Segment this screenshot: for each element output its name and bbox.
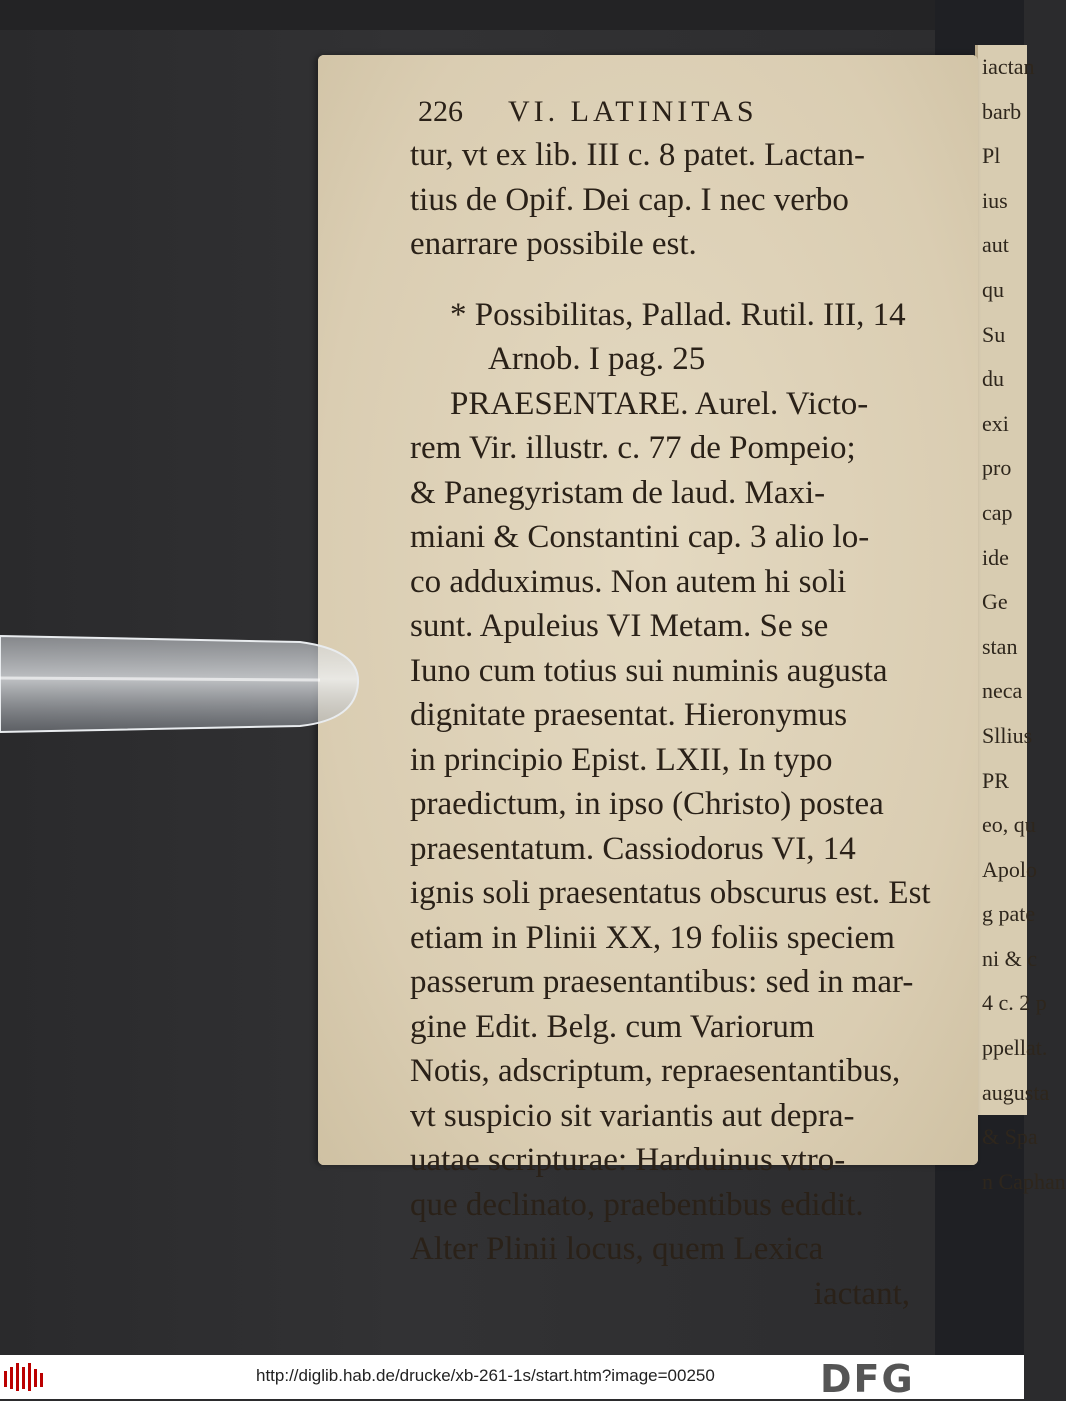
page-text xyxy=(410,133,931,1316)
text-line: tius de Opif. Dei cap. I nec verbo xyxy=(410,181,849,218)
adjacent-page-fragment: & Spa xyxy=(982,1124,1038,1150)
adjacent-page-fragment: Su xyxy=(982,321,1006,347)
text-line: tur, vt ex lib. III c. 8 patet. Lactan- xyxy=(410,137,865,173)
text-line: dignitate praesentat. Hieronymus xyxy=(410,697,848,733)
page-clip xyxy=(0,628,360,738)
text-line: iactant, xyxy=(813,1275,910,1312)
text-line: co adduximus. Non autem hi soli xyxy=(410,563,847,600)
adjacent-page-fragment: barb xyxy=(982,98,1022,124)
adjacent-page-fragment: 4 c. 2 p xyxy=(982,990,1047,1016)
adjacent-page-fragment: Apolo xyxy=(982,856,1037,882)
text-line: ignis soli praesentatus obscurus est. Est xyxy=(410,875,931,911)
text-line: in principio Epist. LXII, In typo xyxy=(410,741,833,778)
text-line: etiam in Plinii XX, 19 foliis speciem xyxy=(410,919,895,956)
text-line: sunt. Apuleius VI Metam. Se se xyxy=(410,608,829,644)
text-line: miani & Constantini cap. 3 alio lo- xyxy=(410,519,870,555)
background-top xyxy=(0,0,1024,30)
text-line: enarrare possibile est. xyxy=(410,226,697,262)
footer-bar xyxy=(0,1355,1024,1399)
text-line: praedictum, in ipso (Christo) postea xyxy=(410,786,884,822)
page-header xyxy=(418,95,888,129)
adjacent-page-fragment: exi xyxy=(982,410,1009,436)
adjacent-page-fragment: ni & c xyxy=(982,945,1037,971)
adjacent-page-fragment: aut xyxy=(982,232,1009,258)
adjacent-page-fragment: cap xyxy=(982,499,1013,525)
adjacent-page-fragment: qu xyxy=(982,276,1004,302)
adjacent-page-fragment: stan xyxy=(982,633,1018,659)
adjacent-page-fragment: augusta xyxy=(982,1079,1050,1105)
text-line: Arnob. I pag. 25 xyxy=(488,341,706,377)
adjacent-page-fragment: Sllius xyxy=(982,722,1033,748)
book-page xyxy=(318,55,978,1312)
text-line: Alter Plinii locus, quem Lexica xyxy=(410,1231,824,1267)
adjacent-page-fragment: neca xyxy=(982,678,1023,704)
adjacent-page-fragment: PR xyxy=(982,767,1009,793)
adjacent-page-fragment: g pate xyxy=(982,901,1036,927)
adjacent-page-fragment: iactan xyxy=(982,54,1035,79)
library-logo-icon xyxy=(4,1363,44,1391)
source-url-link[interactable]: http://diglib.hab.de/drucke/xb-261-1s/start.htm?image=00250 xyxy=(256,1366,715,1385)
line-gap xyxy=(410,267,910,293)
text-line: uatae scripturae: Harduinus vtro- xyxy=(410,1142,846,1178)
dfg-logo: DFG xyxy=(820,1357,915,1401)
adjacent-page-fragment: n Caphan xyxy=(982,1168,1066,1194)
adjacent-page-fragment: Ge xyxy=(982,589,1008,615)
text-line: Iuno cum totius sui numinis augusta xyxy=(410,652,888,689)
adjacent-page-fragment: ide xyxy=(982,544,1009,570)
running-head: VI. LATINITAS xyxy=(507,95,758,128)
text-line: que declinato, praebentibus edidit. xyxy=(410,1186,864,1223)
text-line: praesentatum. Cassiodorus VI, 14 xyxy=(410,830,856,867)
text-line: & Panegyristam de laud. Maxi- xyxy=(410,474,826,511)
adjacent-page-fragment: Pl xyxy=(982,143,1001,169)
adjacent-page-fragment: ppellat. xyxy=(982,1035,1048,1061)
text-line: Notis, adscriptum, repraesentantibus, xyxy=(410,1053,901,1089)
text-line: rem Vir. illustr. c. 77 de Pompeio; xyxy=(410,430,856,466)
text-line: vt suspicio sit variantis aut depra- xyxy=(410,1097,855,1134)
adjacent-page xyxy=(975,45,1066,1194)
text-line: * Possibilitas, Pallad. Rutil. III, 14 xyxy=(450,296,906,333)
adjacent-page-fragment: pro xyxy=(982,455,1012,481)
text-line: passerum praesentantibus: sed in mar- xyxy=(410,964,914,1000)
page-number: 226 xyxy=(418,95,463,128)
text-line: PRAESENTARE. Aurel. Victo- xyxy=(450,385,869,422)
text-line: gine Edit. Belg. cum Variorum xyxy=(410,1008,815,1045)
adjacent-page-fragment: du xyxy=(982,366,1004,392)
adjacent-page-fragment: eo, qu xyxy=(982,812,1036,838)
adjacent-page-fragment: ius xyxy=(982,187,1008,213)
